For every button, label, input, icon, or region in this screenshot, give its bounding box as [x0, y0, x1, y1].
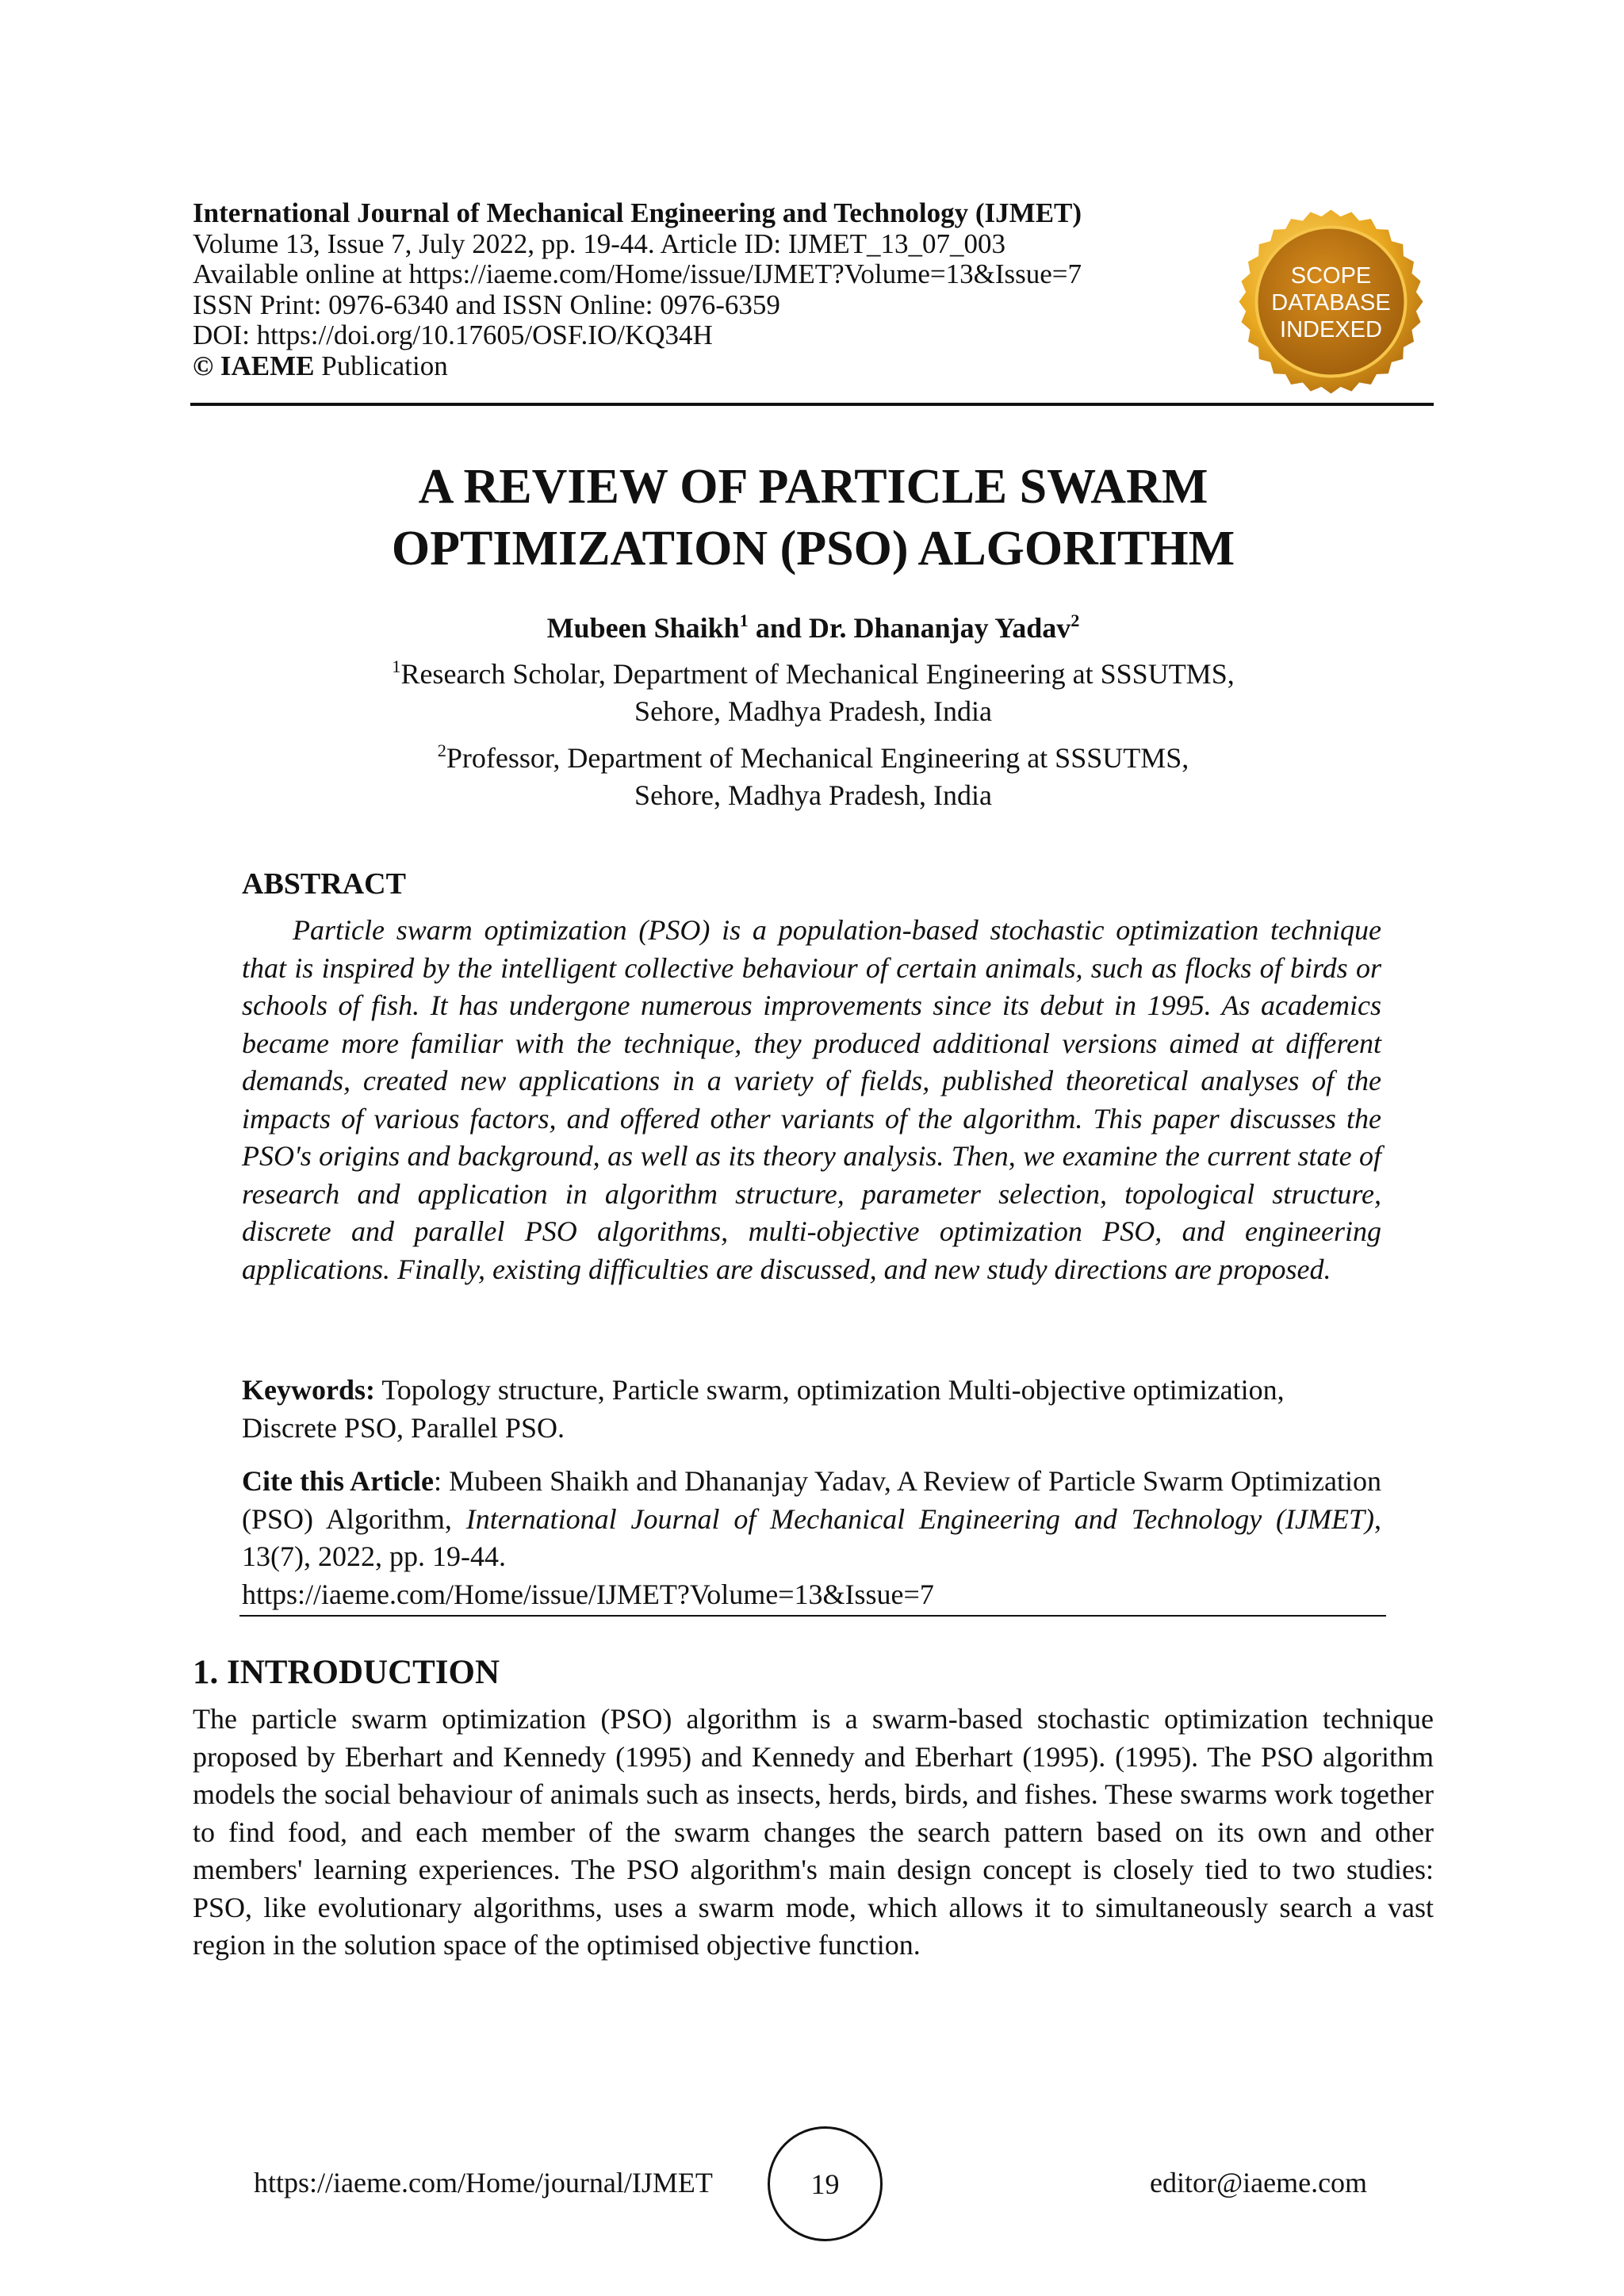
cite-url-link[interactable]: https://iaeme.com/Home/issue/IJMET?Volume=13&Issue=7 [242, 1578, 934, 1610]
cite-this-article [242, 1463, 1381, 1613]
affiliation-1 [193, 656, 1434, 730]
title-line-1: A REVIEW OF PARTICLE SWARM [418, 460, 1208, 514]
author-1: Mubeen Shaikh [546, 612, 740, 644]
introduction-heading: 1. INTRODUCTION [193, 1654, 500, 1691]
header-rule [190, 403, 1434, 406]
author-2-sup: 2 [1071, 610, 1080, 630]
badge-text-scope: SCOPE [1290, 263, 1372, 289]
keywords [242, 1372, 1381, 1447]
author-2: Dr. Dhananjay Yadav [808, 612, 1071, 644]
affiliation-1-line-2: Sehore, Madhya Pradesh, India [634, 695, 992, 727]
author-line [193, 610, 1434, 645]
affiliation-2-line-1: Professor, Department of Mechanical Engineering at SSSUTMS, [446, 742, 1189, 774]
cite-text-2: , 13(7), 2022, pp. 19-44. [242, 1502, 1381, 1572]
available-online-line: Available online at https://iaeme.com/Home/issue/IJMET?Volume=13&Issue=7 [193, 258, 1082, 289]
footer-email-link[interactable]: editor@iaeme.com [1150, 2167, 1368, 2198]
volume-line: Volume 13, Issue 7, July 2022, pp. 19-44. Article ID: IJMET_13_07_003 [193, 228, 1005, 259]
publisher-name: © IAEME [193, 350, 315, 381]
badge-text-indexed: INDEXED [1280, 317, 1382, 342]
cite-label: Cite this Article [242, 1465, 435, 1497]
page-number [768, 2126, 883, 2241]
paper-title [193, 456, 1434, 580]
publisher-suffix: Publication [314, 350, 448, 381]
doi-line: DOI: https://doi.org/10.17605/OSF.IO/KQ34H [193, 320, 713, 350]
affiliation-2-sup: 2 [437, 740, 446, 760]
title-line-2: OPTIMIZATION (PSO) ALGORITHM [391, 522, 1235, 576]
affiliation-2-line-2: Sehore, Madhya Pradesh, India [634, 779, 992, 811]
journal-header [193, 198, 1287, 381]
keywords-text: Topology structure, Particle swarm, optimization Multi-objective optimization, Discrete PSO, Parallel PSO. [242, 1374, 1285, 1444]
badge-text-database: DATABASE [1271, 290, 1391, 316]
author-joiner: and [748, 612, 809, 644]
footer-journal-link[interactable]: https://iaeme.com/Home/journal/IJMET [254, 2167, 713, 2198]
affiliation-1-sup: 1 [392, 656, 401, 676]
keywords-label: Keywords: [242, 1374, 375, 1406]
scope-database-indexed-badge [1238, 209, 1424, 395]
author-1-sup: 1 [739, 610, 749, 630]
page-number-text: 19 [810, 2168, 840, 2200]
abstract-rule [239, 1615, 1386, 1617]
abstract-body: Particle swarm optimization (PSO) is a population-based stochastic optimization technique that is inspired by the intelligent collective behaviour of certain animals, such as flocks of birds or schools of fish. It has undergone numerous improvements since its debut in 1995. As academics became more familiar with the technique, they produced additional versions aimed at different demands, created new applications in a variety of fields, published theoretical analyses of the impacts of various factors, and offered other variants of the algorithm. This paper discusses the PSO's origins and background, as well as its theory analysis. Then, we examine the current state of research and application in algorithm structure, parameter selection, topological structure, discrete and parallel PSO algorithms, multi-objective optimization PSO, and engineering applications. Finally, existing difficulties are discussed, and new study directions are proposed. [242, 914, 1381, 1285]
publisher-line [193, 351, 1287, 382]
cite-text-1: : Mubeen Shaikh and Dhananjay Yadav, A Review of Particle Swarm Optimization (PSO) Algorithm, [242, 1465, 1381, 1535]
affiliation-2 [193, 740, 1434, 814]
introduction-body: The particle swarm optimization (PSO) algorithm is a swarm-based stochastic optimization technique proposed by Eberhart and Kennedy (1995) and Kennedy and Eberhart (1995). (1995). The PSO algorithm models the social behaviour of animals such as insects, herds, birds, and fishes. These swarms work together to find food, and each member of the swarm changes the search pattern based on its own and other members' learning experiences. The PSO algorithm's main design concept is closely tied to two studies: PSO, like evolutionary algorithms, uses a swarm mode, which allows it to simultaneously search a vast region in the solution space of the optimised objective function. [193, 1703, 1434, 1961]
cite-journal: International Journal of Mechanical Engineering and Technology (IJMET) [465, 1502, 1374, 1535]
abstract-heading: ABSTRACT [242, 867, 406, 901]
journal-name: International Journal of Mechanical Engineering and Technology (IJMET) [193, 197, 1082, 228]
affiliation-1-line-1: Research Scholar, Department of Mechanical Engineering at SSSUTMS, [400, 658, 1235, 690]
issn-line: ISSN Print: 0976-6340 and ISSN Online: 0976-6359 [193, 289, 780, 320]
